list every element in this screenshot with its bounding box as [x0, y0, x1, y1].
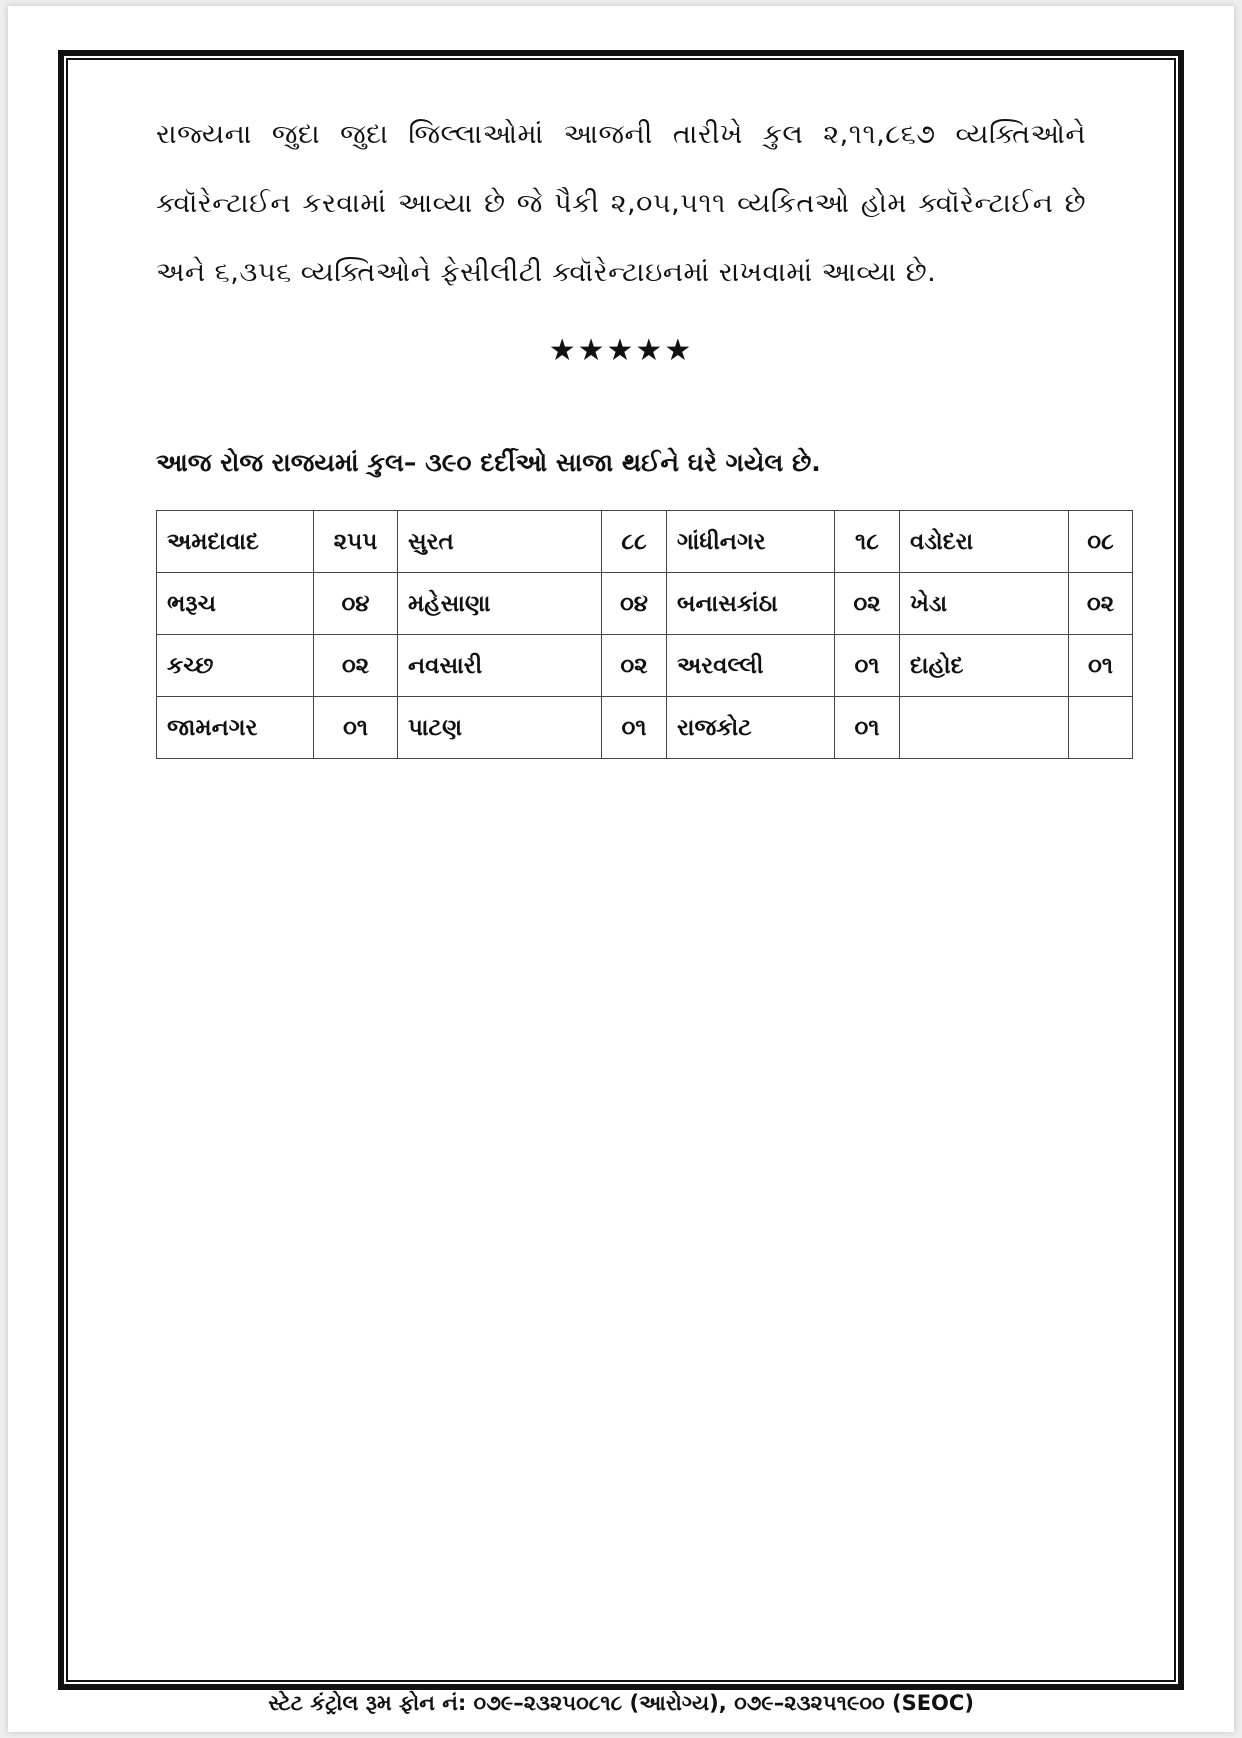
recovered-count-cell: ૧૮	[835, 511, 900, 573]
district-name-cell: વડોદરા	[900, 511, 1069, 573]
recovered-count-cell: ૦૪	[602, 573, 667, 635]
table-row	[157, 635, 1133, 697]
recovered-count-cell: ૦૨	[1069, 573, 1133, 635]
district-name-cell: નવસારી	[398, 635, 602, 697]
recovered-count-cell: ૦૧	[835, 635, 900, 697]
star-separator: ★★★★★	[548, 333, 694, 368]
quarantine-paragraph: રાજ્યના જુદા જુદા જિલ્લાઓમાં આજની તારીખે કુલ ૨,૧૧,૮૬૭ વ્યક્તિઓને ક્વૉરેન્ટાઈન કરવામાં આવ્યા છે જે પૈકી ૨,૦૫,૫૧૧ વ્યકિતઓ હોમ ક્વૉરેન્ટાઈન છે અને ૬,૩૫૬ વ્યક્તિઓને ફેસીલીટી ક્વૉરેન્ટાઇનમાં રાખવામાં આવ્યા છે.	[156, 119, 1086, 288]
recovered-count-cell	[1069, 697, 1133, 759]
recovered-count-cell: ૦૧	[602, 697, 667, 759]
district-recovery-table	[156, 510, 1133, 759]
recovered-count-cell: ૦૪	[314, 573, 398, 635]
recovered-count-cell: ૦૮	[1069, 511, 1133, 573]
district-name-cell: મહેસાણા	[398, 573, 602, 635]
table-row	[157, 697, 1133, 759]
district-name-cell: કચ્છ	[157, 635, 314, 697]
table-row	[157, 511, 1133, 573]
recovered-count-cell: ૦૨	[602, 635, 667, 697]
table-body	[157, 511, 1133, 759]
district-name-cell: અમદાવાદ	[157, 511, 314, 573]
district-name-cell: દાહોદ	[900, 635, 1069, 697]
recovered-heading: આજ રોજ રાજયમાં કુલ– ૩૯૦ દર્દીઓ સાજા થઈને ઘરે ગયેલ છે.	[156, 448, 821, 477]
table-row	[157, 573, 1133, 635]
footer-contact: સ્ટેટ કંટ્રોલ રૂમ ફોન નં: ૦૭૯–૨૩૨૫૦૮૧૮ (આરોગ્ય), ૦૭૯–૨૩૨૫૧૯૦૦ (SEOC)	[268, 1691, 974, 1715]
recovered-count-cell: ૦૨	[314, 635, 398, 697]
district-name-cell: ગાંધીનગર	[667, 511, 835, 573]
recovered-count-cell: ૦૧	[835, 697, 900, 759]
recovered-count-cell: ૦૧	[314, 697, 398, 759]
recovered-count-cell: ૦૨	[835, 573, 900, 635]
district-name-cell: પાટણ	[398, 697, 602, 759]
district-name-cell: બનાસકાંઠા	[667, 573, 835, 635]
recovered-count-cell: ૨૫૫	[314, 511, 398, 573]
district-name-cell: અરવલ્લી	[667, 635, 835, 697]
district-name-cell: સુરત	[398, 511, 602, 573]
district-name-cell: ભરૂચ	[157, 573, 314, 635]
recovered-count-cell: ૦૧	[1069, 635, 1133, 697]
district-name-cell	[900, 697, 1069, 759]
district-name-cell: જામનગર	[157, 697, 314, 759]
recovered-count-cell: ૮૮	[602, 511, 667, 573]
district-name-cell: ખેડા	[900, 573, 1069, 635]
district-name-cell: રાજકોટ	[667, 697, 835, 759]
